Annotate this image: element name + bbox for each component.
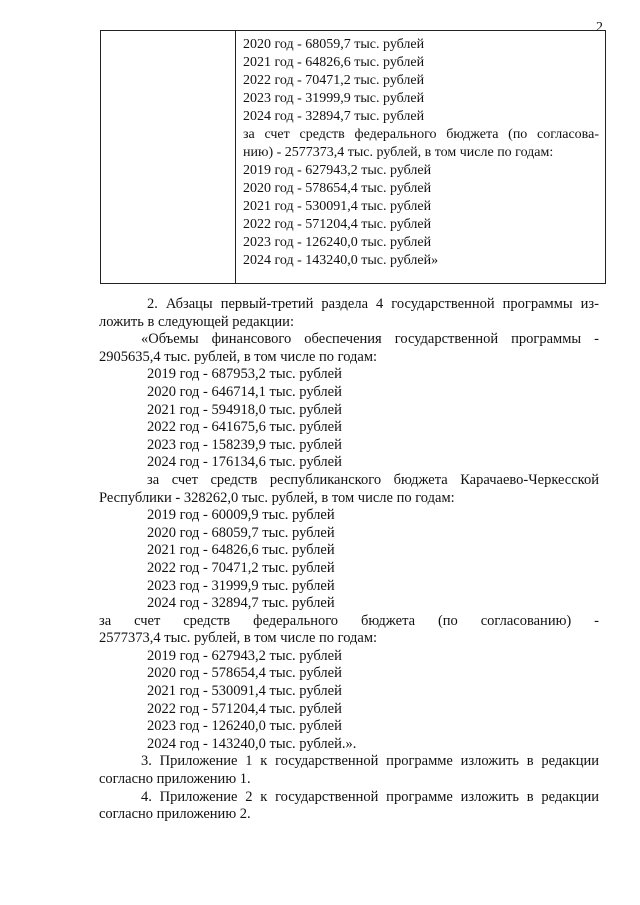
total-year-line: 2023 год - 158239,9 тыс. рублей — [147, 436, 342, 453]
quote-line: «Объемы финансового обеспечения государственной программы - — [141, 331, 599, 348]
paragraph-3-line: 3. Приложение 1 к государственной программе изложить в редакции — [141, 753, 599, 770]
paragraph-4-line: согласно приложению 2. — [99, 806, 251, 823]
republic-year-line: 2024 год - 32894,7 тыс. рублей — [147, 595, 335, 612]
table-line: 2021 год - 530091,4 тыс. рублей — [243, 199, 432, 214]
republic-year-line: 2021 год - 64826,6 тыс. рублей — [147, 542, 335, 559]
table-line: 2020 год - 68059,7 тыс. рублей — [243, 37, 425, 52]
total-year-line: 2020 год - 646714,1 тыс. рублей — [147, 383, 342, 400]
table-line: за счет средств федерального бюджета (по согласова- — [243, 127, 599, 142]
quote-line: 2905635,4 тыс. рублей, в том числе по годам: — [99, 348, 378, 365]
paragraph-3-line: согласно приложению 1. — [99, 771, 251, 788]
document-body — [99, 296, 599, 824]
total-year-line: 2022 год - 641675,6 тыс. рублей — [147, 419, 342, 436]
table-left-cell — [101, 31, 236, 283]
federal-budget-line: 2577373,4 тыс. рублей, в том числе по годам: — [99, 630, 378, 647]
federal-year-line: 2022 год - 571204,4 тыс. рублей — [147, 700, 342, 717]
table-line: 2020 год - 578654,4 тыс. рублей — [243, 181, 432, 196]
table-right-cell — [243, 36, 599, 270]
federal-year-line: 2021 год - 530091,4 тыс. рублей — [147, 683, 342, 700]
table-line: 2023 год - 126240,0 тыс. рублей — [243, 235, 432, 250]
total-year-line: 2024 год - 176134,6 тыс. рублей — [147, 454, 342, 471]
paragraph-2-line: ложить в следующей редакции: — [99, 313, 294, 330]
table-line: 2024 год - 143240,0 тыс. рублей» — [243, 253, 439, 268]
funding-table — [100, 30, 606, 284]
table-line: 2022 год - 70471,2 тыс. рублей — [243, 73, 425, 88]
federal-year-line: 2023 год - 126240,0 тыс. рублей — [147, 718, 342, 735]
table-line: 2019 год - 627943,2 тыс. рублей — [243, 163, 432, 178]
paragraph-2-line: 2. Абзацы первый-третий раздела 4 государственной программы из- — [147, 296, 599, 312]
total-year-line: 2021 год - 594918,0 тыс. рублей — [147, 401, 342, 418]
republic-year-line: 2023 год - 31999,9 тыс. рублей — [147, 577, 335, 594]
table-line: 2021 год - 64826,6 тыс. рублей — [243, 55, 425, 70]
paragraph-4-line: 4. Приложение 2 к государственной программе изложить в редакции — [141, 788, 599, 805]
federal-budget-line: за счет средств федерального бюджета (по согласованию) - — [99, 612, 599, 629]
total-year-line: 2019 год - 687953,2 тыс. рублей — [147, 366, 342, 383]
page-number: 2 — [596, 20, 603, 35]
republic-budget-line: Республики - 328262,0 тыс. рублей, в том числе по годам: — [99, 489, 455, 506]
republic-year-line: 2022 год - 70471,2 тыс. рублей — [147, 559, 335, 576]
table-line: 2024 год - 32894,7 тыс. рублей — [243, 109, 425, 124]
republic-year-line: 2020 год - 68059,7 тыс. рублей — [147, 524, 335, 541]
table-line: 2022 год - 571204,4 тыс. рублей — [243, 217, 432, 232]
federal-year-line: 2020 год - 578654,4 тыс. рублей — [147, 665, 342, 682]
republic-year-line: 2019 год - 60009,9 тыс. рублей — [147, 507, 335, 524]
table-line: нию) - 2577373,4 тыс. рублей, в том числе по годам: — [243, 145, 554, 160]
republic-budget-line: за счет средств республиканского бюджета Карачаево-Черкесской — [147, 471, 599, 488]
table-line: 2023 год - 31999,9 тыс. рублей — [243, 91, 425, 106]
federal-year-line: 2019 год - 627943,2 тыс. рублей — [147, 647, 342, 664]
federal-year-line: 2024 год - 143240,0 тыс. рублей.». — [147, 735, 357, 752]
